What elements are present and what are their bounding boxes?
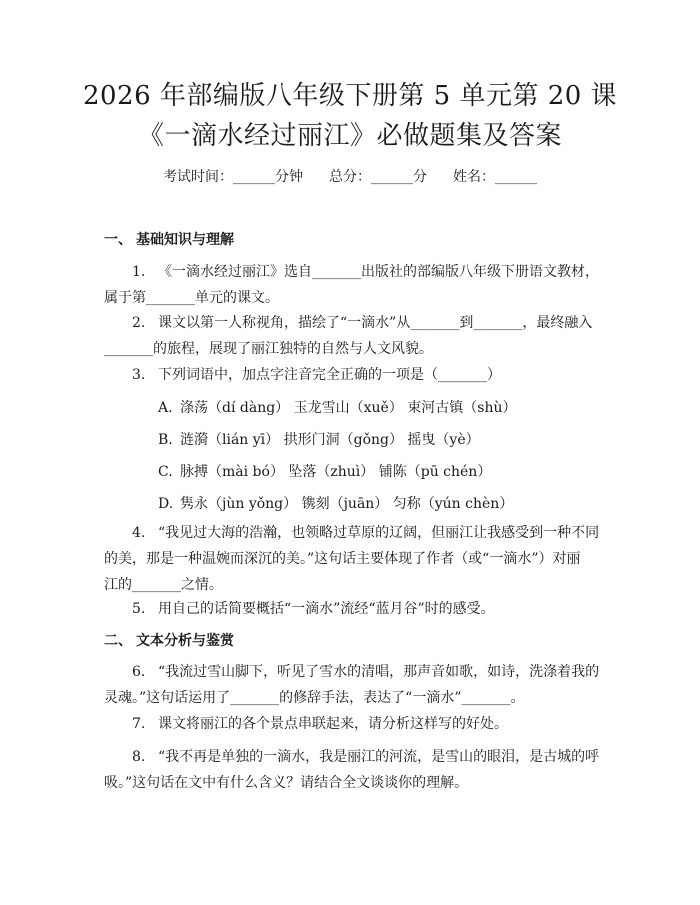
section-label: 基础知识与理解 [136,232,234,248]
question-3 [104,362,600,388]
question-text: “我不再是单独的一滴水，我是丽江的河流，是雪山的眼泪，是古城的呼 [158,749,600,765]
question-text: 属于第_______单元的课文。 [104,290,279,306]
question-text: “我流过雪山脚下，听见了雪水的清唱，那声音如歌，如诗，洗涤着我的 [158,664,600,680]
question-4 [104,520,600,598]
option-letter: C. [158,464,173,480]
question-text: 课文将丽江的各个景点串联起来，请分析这样写的好处。 [158,716,508,732]
question-text: 的美，那是一种温婉而深沉的美。”这句话主要体现了作者（或“一滴水”）对丽 [104,551,581,567]
exam-meta [0,167,700,187]
question-number: 8. [132,749,146,765]
option-letter: A. [158,400,173,416]
question-6 [104,659,600,711]
question-2 [104,310,600,362]
option-a [158,398,517,418]
option-text: 隽永（jùn yǒng） 镌刻（juān） 匀称（yún chèn） [180,496,514,512]
question-number: 4. [132,525,146,541]
title-line-1: 2026 年部编版八年级下册第 5 单元第 20 课 [82,81,618,111]
option-text: 涟漪（lián yī） 拱形门洞（gǒng） 摇曳（yè） [180,432,480,448]
section-heading-2 [104,631,234,651]
question-5 [104,596,600,622]
student-name: 姓名：______ [453,169,537,185]
section-heading-1 [104,230,234,250]
question-number: 1. [132,264,146,280]
section-label: 文本分析与鉴赏 [136,633,234,649]
question-text: 吸。”这句话在文中有什么含义？请结合全文谈谈你的理解。 [104,775,469,791]
option-letter: B. [158,432,173,448]
total-score: 总分：______分 [329,169,427,185]
option-text: 涤荡（dí dàng） 玉龙雪山（xuě） 束河古镇（shù） [180,400,517,416]
question-number: 2. [132,315,146,331]
question-number: 5. [132,601,146,617]
question-text: 下列词语中，加点字注音完全正确的一项是（_______） [158,367,501,383]
question-text: _______的旅程，展现了丽江独特的自然与人文风貌。 [104,341,433,357]
option-text: 脉搏（mài bó） 坠落（zhuì） 铺陈（pū chén） [180,464,492,480]
question-text: “我见过大海的浩瀚，也领略过草原的辽阔，但丽江让我感受到一种不同 [158,525,600,541]
option-c [158,462,491,482]
option-letter: D. [158,496,174,512]
question-number: 7. [132,716,146,732]
option-b [158,430,480,450]
exam-time: 考试时间：______分钟 [163,169,303,185]
question-text: 用自己的话简要概括“一滴水”流经“蓝月谷”时的感受。 [158,601,495,617]
question-text: 课文以第一人称视角，描绘了“一滴水”从_______到_______，最终融入 [158,315,593,331]
section-number: 二、 [104,633,132,649]
option-d [158,494,513,514]
question-number: 3. [132,367,146,383]
question-text: 灵魂。”这句话运用了_______的修辞手法，表达了“一滴水”_______。 [104,690,525,706]
question-number: 6. [132,664,146,680]
title-line-2: 《一滴水经过丽江》必做题集及答案 [137,121,562,151]
question-8 [104,744,600,796]
section-number: 一、 [104,232,132,248]
question-text: 江的_______之情。 [104,577,223,593]
question-1 [104,259,600,311]
question-text: 《一滴水经过丽江》选自_______出版社的部编版八年级下册语文教材， [158,264,599,280]
question-7 [104,711,600,737]
